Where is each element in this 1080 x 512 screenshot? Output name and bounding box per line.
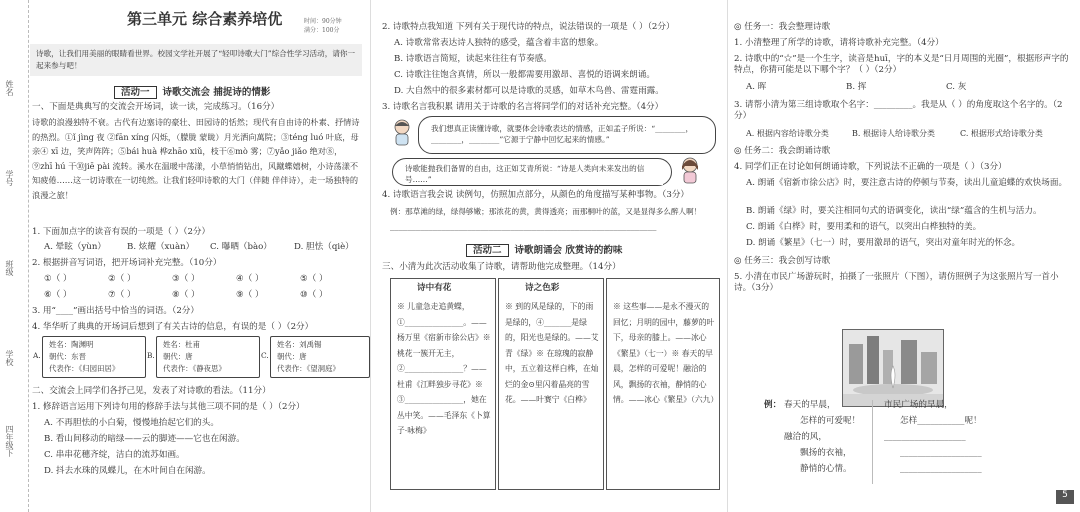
part3-heading: 三、小清为此次活动收集了诗歌，请帮助他完成整理。（14分）: [382, 262, 621, 272]
blank-7[interactable]: ⑦（ ）: [108, 290, 136, 300]
margin-label-grade: 四年级下: [5, 425, 14, 457]
c2-q2: 2. 诗歌特点我知道 下列有关于现代诗的特点，说法错误的一项是（ ）（2分）: [382, 22, 675, 32]
blank-4[interactable]: ④（ ）: [236, 274, 264, 284]
p1-q1-c[interactable]: C. 曝晒（bào）: [210, 242, 272, 252]
task2-heading: ◎ 任务二：我会朗诵诗歌: [734, 146, 831, 156]
activity1-tag: 活动一: [114, 86, 157, 99]
poem-example-label: 例：: [764, 400, 782, 410]
c3-q2-c[interactable]: C. 灰: [946, 82, 967, 92]
card-a-work: 代表作：《归园田居》: [49, 364, 120, 373]
c3-q4-a[interactable]: A. 朗诵《宿新市徐公店》时，要注意古诗的停顿与节奏，读出儿童追蝶的欢快场面。: [746, 178, 1068, 188]
c3-q3-a[interactable]: A. 根据内容给诗歌分类: [746, 129, 829, 138]
poem-box-flowers: [390, 278, 496, 490]
card-b-label: B.: [147, 351, 155, 360]
activity2-heading: [466, 242, 622, 256]
p1-q1: 1. 下面加点字的读音有误的一项是（ ）（2分）: [32, 227, 211, 237]
fill-line-1: 市民广场的早晨，: [884, 400, 953, 410]
blank-2[interactable]: ②（ ）: [108, 274, 136, 284]
card-a-dynasty: 朝代：东晋: [49, 352, 86, 361]
speech-bubble-2: [392, 158, 672, 186]
example-line-2: 怎样的可爱呢！: [800, 416, 861, 426]
c2-q4: 4. 诗歌语言我会说 读例句，仿照加点部分，从颜色的角度描写某种事物。（3分）: [382, 190, 690, 200]
bubble-2-text: 诗歌能抛我们备胃的自由，这正如艾青所说：“诗是人类向未来发出的信号……”: [405, 163, 663, 185]
task1-heading: ◎ 任务一：我会整理诗歌: [734, 22, 831, 32]
column-divider-2: [727, 0, 728, 512]
p2-q1-b[interactable]: B. 看山间移动的暗绿——云的脚迹——它也在闲游。: [44, 434, 245, 444]
fill-blank-4[interactable]: ___________________: [900, 448, 982, 458]
blank-6[interactable]: ⑥（ ）: [44, 290, 72, 300]
column-divider-1: [370, 0, 371, 512]
p1-q3: 3. 用“____”画出括号中恰当的词语。（2分）: [32, 306, 199, 316]
poem-box-third: [606, 278, 720, 490]
card-a-label: A.: [33, 351, 41, 360]
part2-heading: 二、交流会上同学们各抒己见，发表了对诗歌的看法。（11分）: [32, 386, 271, 396]
card-c-dynasty: 朝代：唐: [277, 352, 307, 361]
fill-blank-3[interactable]: ___________________: [884, 432, 966, 442]
opening-passage: 诗歌的浪漫独特不衰。古代有边塞诗的豪壮、田园诗的恬然；现代有自由诗的朴素、抒情诗的热烈。①ǐ jìng 夜 ②fān xíng 闪烁，（朦胧 蒙眬）月光洒向萬院；③téng luó 叶底，母亲④ xī 边，笑声阵阵；⑤bái huà 桦zhāo xiǔ，枝干⑥mò 雾；⑦yǎo jiǎo 绝对⑧，⑨zhī hú 干⑩jiē pài 流转。溪水在温暖中荡漾，小草悄悄钻出，风蹴蝶嬉树，小诗荡漾不知疲倦……这一切诗歌在一切纯然。让我们轻叩诗歌的大门（伴随 伴伴诗），走一场独特的浪漫之旅！: [32, 117, 360, 200]
activity1-heading: [114, 84, 270, 98]
margin-label-name: 姓名: [5, 80, 14, 96]
p2-q1-d[interactable]: D. 抖去水珠的凤蝶儿，在木叶间自在闲游。: [44, 466, 211, 476]
c3-q2-a[interactable]: A. 晖: [746, 82, 767, 92]
poem-box-3-text: ※ 这些事——是永不漫灭的回忆；月明的园中，藤萝的叶下，母亲的膝上。——冰心《繁星》（七一）※ 春天的早晨，怎样的可爱呢！融洽的风，飘扬的衣袖，静悄的心情。——冰心《繁星》（六九）: [613, 302, 719, 404]
blank-9[interactable]: ⑨（ ）: [236, 290, 264, 300]
poem-box-1-text: ※ 儿童急走追黄蝶，①_______________。——杨万里《宿新市徐公店》※ 桃花一簇开无主，②_______________？——杜甫《江畔独步寻花》※ ③_______________，她在丛中笑。——毛泽东《卜算子·咏梅》: [397, 302, 491, 435]
card-c-name: 姓名：刘禹锡: [277, 340, 322, 349]
intro-box: 诗歌，让我们用美丽的眼睛看世界。校园文学社开展了“轻叩诗歌大门”综合性学习活动，请你一起来参与吧！: [30, 44, 362, 76]
example-line-3: 融洽的风，: [784, 432, 827, 442]
fill-blank-5[interactable]: ___________________: [900, 464, 982, 474]
activity1-title: 诗歌交流会 捕捉诗的情影: [162, 87, 271, 98]
poem-box-colors: [498, 278, 604, 490]
column-1: [32, 0, 372, 512]
card-a-name: 姓名：陶渊明: [49, 340, 94, 349]
poem-box-2-title: 诗之色彩: [525, 283, 560, 293]
c3-q3-b[interactable]: B. 根据诗人给诗歌分类: [852, 129, 935, 138]
p2-q1-a[interactable]: A. 不再胆怯的小白菊，慢慢地抬起它们的头。: [44, 418, 219, 428]
part1-heading: 一、下面是典典写的交流会开场词，读一读，完成练习。（16分）: [32, 102, 280, 112]
blank-1[interactable]: ①（ ）: [44, 274, 72, 284]
activity2-tag: 活动二: [466, 244, 509, 257]
margin-label-school: 学校: [5, 350, 14, 366]
card-b-work: 代表作：《静夜思》: [163, 364, 226, 373]
card-c-label: C.: [261, 351, 269, 360]
poem-box-2-text: ※ 到的风是绿的，下的雨是绿的，④_______是绿的，阳光也是绿的。——艾青《绿》※ 在琼瑰的寂静中，五立着这样白桦，在灿烂的金⊙里闪着晶亮的雪花。——叶赛宁《白桦》: [505, 302, 599, 404]
blank-3[interactable]: ③（ ）: [172, 274, 200, 284]
p1-q2: 2. 根据拼音写词语，把开场词补充完整。（10分）: [32, 258, 222, 268]
c2-q4-answer-line[interactable]: ______________________________________________________________: [390, 222, 657, 232]
card-b-name: 姓名：杜甫: [163, 340, 200, 349]
p2-q1: 1. 修辞语言运用下列诗句用的修辞手法与其他三项不同的是（ ）（2分）: [32, 402, 305, 412]
speech-bubble-1: [418, 116, 716, 154]
c3-q3: 3. 请帮小清为第三组诗歌取个名字：_________。我是从（ ）的角度取这个名字的。（2分）: [734, 100, 1063, 121]
example-line-4: 飘扬的衣袖，: [800, 448, 852, 458]
c2-q3: 3. 诗歌名言我积累 请用关于诗歌的名言将同学们的对话补充完整。（4分）: [382, 102, 664, 112]
c3-q2: 2. 诗歌中的“☆”是一个生字，读音是huī，字的本义是“日月周围的光圈”，根据形声字的特点，你猜可能是以下哪个字？（ ）（2分）: [734, 54, 1069, 75]
example-line-5: 静悄的心情。: [800, 464, 852, 474]
exam-time: 时间：90分钟: [304, 18, 342, 25]
girl-avatar-icon: [680, 156, 700, 184]
poet-card-a[interactable]: [33, 336, 146, 378]
poet-card-b[interactable]: [147, 336, 260, 378]
c2-q2-c[interactable]: C. 诗歌注往饱含真情，所以一般都需要用激昂、喜悦的语调来朗诵。: [394, 70, 655, 80]
c2-q4-example: 例：那草滩的绿，绿得够嫩；那浓花的黄，黄得透亮；而那桐叶的蓝，又是显得多么醉人啊！: [390, 207, 702, 216]
fill-line-2[interactable]: 怎样___________呢！: [900, 416, 982, 426]
boy-avatar-icon: [392, 118, 412, 146]
activity2-title: 诗歌朗诵会 欣赏诗的韵味: [514, 245, 623, 256]
page-number: 5: [1056, 490, 1074, 504]
c2-q2-d[interactable]: D. 大自然中的很多素材都可以是诗歌的灵感，如草木鸟兽、雷霆雨露。: [394, 86, 664, 96]
poet-card-c[interactable]: [261, 336, 370, 378]
p1-q1-b[interactable]: B. 炫耀（xuàn）: [127, 242, 195, 252]
card-c-work: 代表作：《望洞庭》: [277, 364, 340, 373]
c3-q2-b[interactable]: B. 挥: [846, 82, 867, 92]
c3-q5: 5. 小清在市民广场游玩时，拍摄了一张照片（下图），请仿照例子为这张照片写一首小诗。（3分）: [734, 272, 1059, 293]
blank-8[interactable]: ⑧（ ）: [172, 290, 200, 300]
c3-q4-d[interactable]: D. 朗诵《繁星》（七一）时，要用激昂的语气，突出对童年时光的怀念。: [746, 238, 1021, 248]
c3-q3-c[interactable]: C. 根据形式给诗歌分类: [960, 129, 1043, 138]
p1-q4: 4. 华华听了典典的开场词后想到了有关古诗的信息，有误的是（ ）（2分）: [32, 322, 314, 332]
margin-label-id: 学号: [5, 170, 14, 186]
exam-score: 满分：100分: [304, 27, 340, 34]
blank-5[interactable]: ⑤（ ）: [300, 274, 328, 284]
poem-box-1-title: 诗中有花: [417, 283, 452, 293]
example-line-1: 春天的早晨，: [784, 400, 836, 410]
c2-q2-b[interactable]: B. 诗歌语言简短，读起来往往有节奏感。: [394, 54, 552, 64]
margin-label-class: 班级: [5, 260, 14, 276]
p1-q1-a[interactable]: A. 晕眩（yùn）: [44, 242, 106, 252]
c3-q4: 4. 同学们正在讨论如何朗诵诗歌，下列说法不正确的一项是（ ）（3分）: [734, 162, 1007, 172]
column-2: [382, 0, 727, 512]
city-square-photo: [842, 329, 944, 407]
c3-q4-c[interactable]: C. 朗诵《白桦》时，要用柔和的语气，以突出白桦独特的美。: [746, 222, 982, 232]
page-title: 第三单元 综合素养培优: [127, 10, 283, 28]
task3-heading: ◎ 任务三：我会创写诗歌: [734, 256, 831, 266]
card-b-dynasty: 朝代：唐: [163, 352, 193, 361]
p2-q1-c[interactable]: C. 串串花穗齐绽，洁白的流苏如画。: [44, 450, 185, 460]
binding-margin: [0, 0, 29, 512]
c3-q1: 1. 小清整理了所学的诗歌，请将诗歌补充完整。（4分）: [734, 38, 944, 48]
c3-q4-b[interactable]: B. 朗诵《绿》时，要关注相同句式的语调变化，读出“绿”蕴含的生机与活力。: [746, 206, 1042, 216]
p1-q1-d[interactable]: D. 胆怯（qiè）: [294, 242, 354, 252]
poem-divider: [872, 400, 873, 484]
blank-10[interactable]: ⑩（ ）: [300, 290, 328, 300]
bubble-1-text: 我们想真正读懂诗歌，就要体会诗歌表达的情感，正如孟子所说：“________，________，________”它源于宁静中回忆起来的情感。”: [431, 123, 707, 145]
c2-q2-a[interactable]: A. 诗歌常常表达诗人独特的感受，蕴含着丰富的想象。: [394, 38, 604, 48]
